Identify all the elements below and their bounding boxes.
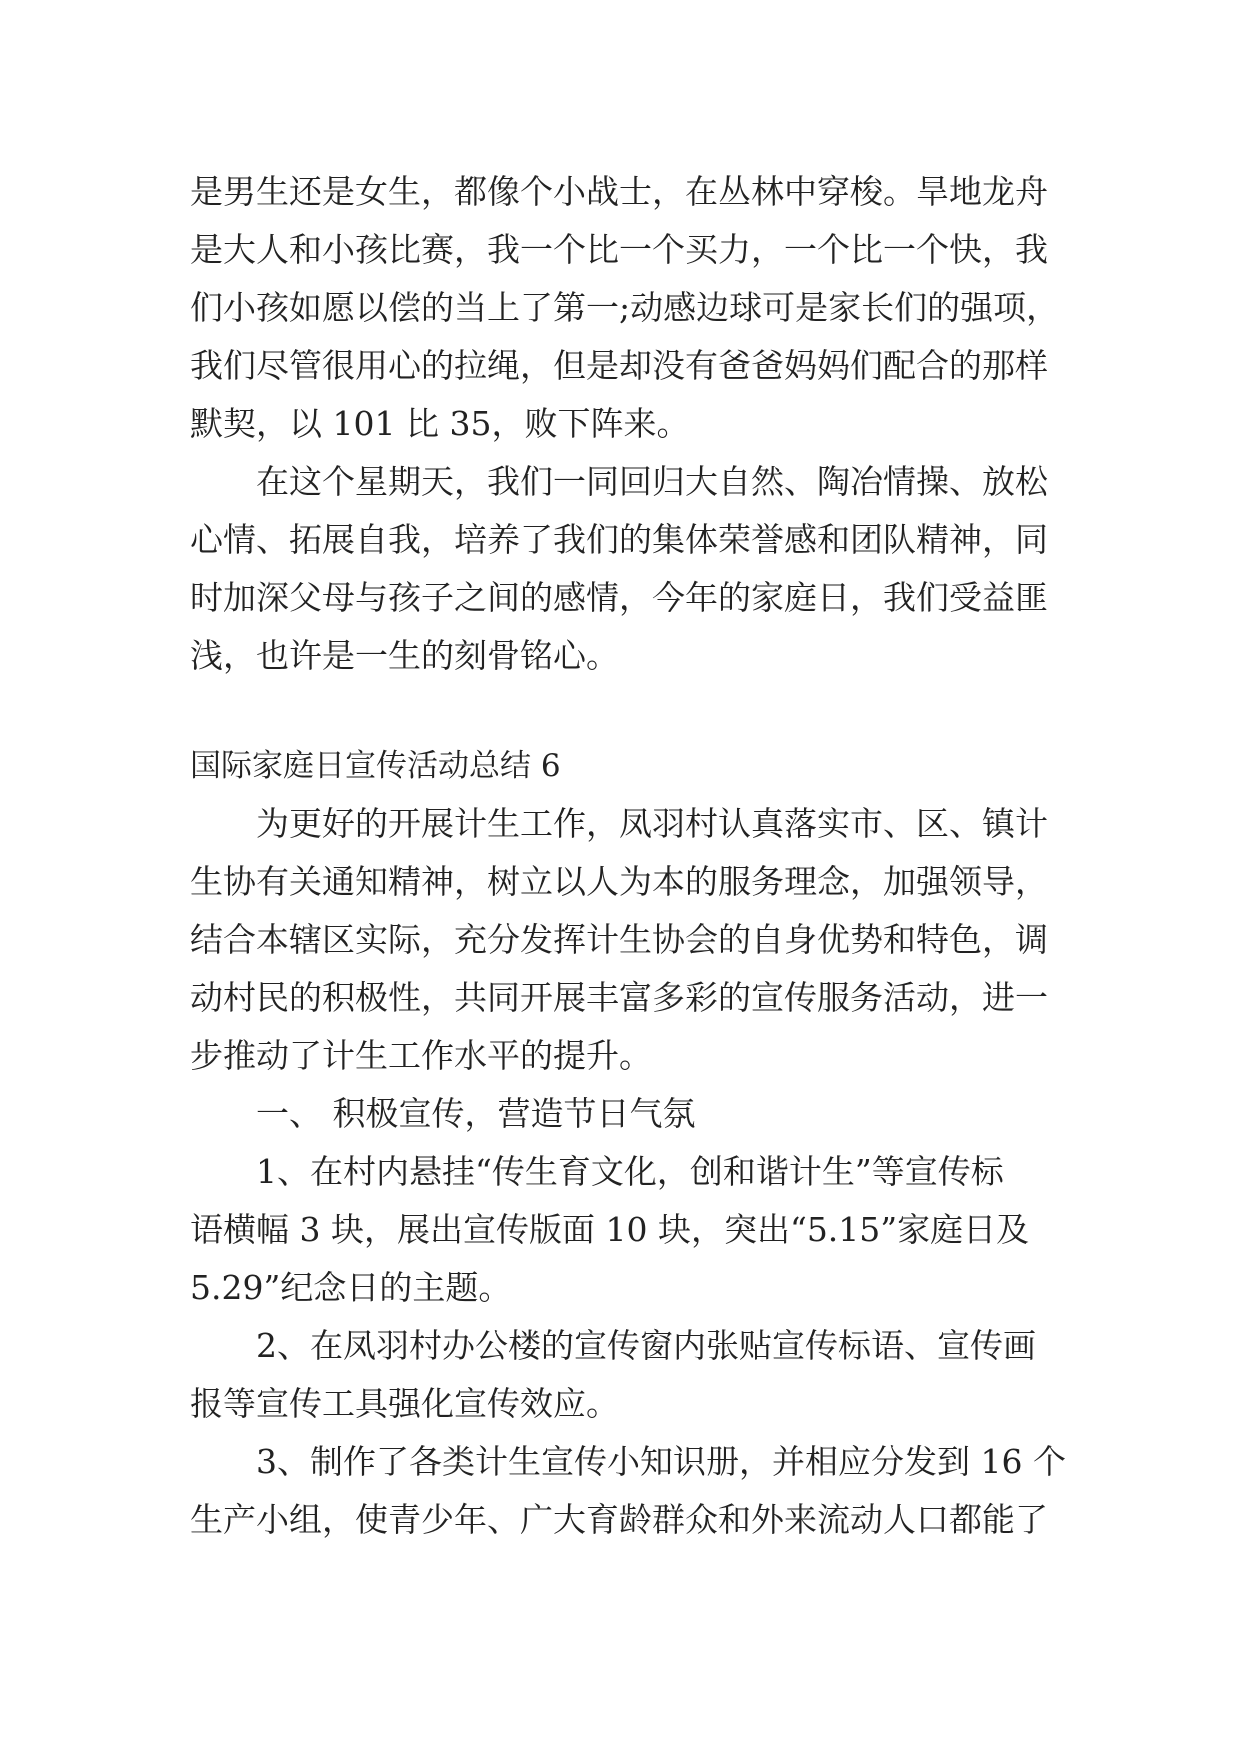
paragraph-line: 步推动了计生工作水平的提升。	[190, 1036, 652, 1075]
paragraph-line: 时加深父母与孩子之间的感情，今年的家庭日，我们受益匪	[190, 578, 1048, 617]
section-title: 国际家庭日宣传活动总结 6	[190, 748, 561, 784]
paragraph-line: 语横幅 3 块，展出宣传版面 10 块，突出“5.15”家庭日及	[190, 1210, 1030, 1249]
paragraph-line: 3、制作了各类计生宣传小知识册，并相应分发到 16 个	[256, 1442, 1066, 1481]
paragraph-line: 动村民的积极性，共同开展丰富多彩的宣传服务活动，进一	[190, 978, 1048, 1017]
paragraph-line: 是大人和小孩比赛，我一个比一个买力，一个比一个快，我	[190, 230, 1048, 269]
paragraph-line: 报等宣传工具强化宣传效应。	[190, 1384, 619, 1423]
paragraph-line: 心情、拓展自我，培养了我们的集体荣誉感和团队精神，同	[190, 520, 1048, 559]
paragraph-line: 生协有关通知精神，树立以人为本的服务理念，加强领导，	[190, 862, 1048, 901]
list-item-1	[190, 1143, 1070, 1317]
paragraph-line: 1、在村内悬挂“传生育文化，创和谐计生”等宣传标	[256, 1152, 1004, 1191]
paragraph-1	[190, 163, 1070, 453]
section-heading	[190, 737, 1070, 795]
subsection-title: 一、 积极宣传，营造节日气氛	[256, 1094, 696, 1133]
subsection-heading	[190, 1085, 1070, 1143]
paragraph-line: 2、在凤羽村办公楼的宣传窗内张贴宣传标语、宣传画	[256, 1326, 1036, 1365]
paragraph-line: 默契，以 101 比 35，败下阵来。	[190, 404, 690, 443]
paragraph-line: 我们尽管很用心的拉绳，但是却没有爸爸妈妈们配合的那样	[190, 346, 1048, 385]
paragraph-line: 们小孩如愿以偿的当上了第一;动感边球可是家长们的强项，	[190, 288, 1060, 327]
paragraph-2	[190, 453, 1070, 685]
list-item-3	[190, 1433, 1070, 1549]
paragraph-line: 5.29”纪念日的主题。	[190, 1268, 512, 1307]
paragraph-line: 在这个星期天，我们一同回归大自然、陶冶情操、放松	[256, 462, 1048, 501]
paragraph-3	[190, 795, 1070, 1085]
list-item-2	[190, 1317, 1070, 1433]
paragraph-line: 为更好的开展计生工作，凤羽村认真落实市、区、镇计	[256, 804, 1048, 843]
paragraph-line: 结合本辖区实际，充分发挥计生协会的自身优势和特色，调	[190, 920, 1048, 959]
paragraph-line: 是男生还是女生，都像个小战士，在丛林中穿梭。旱地龙舟	[190, 172, 1048, 211]
paragraph-line: 生产小组，使青少年、广大育龄群众和外来流动人口都能了	[190, 1500, 1048, 1539]
paragraph-line: 浅，也许是一生的刻骨铭心。	[190, 636, 619, 675]
